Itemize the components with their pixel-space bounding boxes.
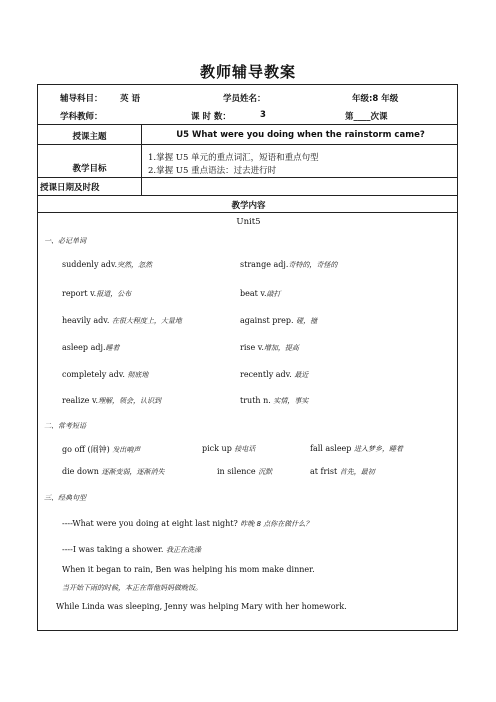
- hours-value: 3: [260, 110, 266, 120]
- sentence-cn: 当开始下雨的时候，本正在帮他妈妈做晚饭。: [62, 584, 202, 592]
- phrase-cn: 首先，最初: [339, 468, 375, 476]
- phrase-item: [310, 467, 375, 477]
- topic-value: U5 What were you doing when the rainstorm came?: [176, 130, 425, 140]
- vocab-row: [62, 260, 152, 270]
- sentence-en: ----What were you doing at eight last night?: [62, 519, 238, 528]
- sentence-en: ----I was taking a shower.: [62, 545, 164, 554]
- vocab-cn: 奇特的，奇怪的: [288, 261, 338, 269]
- phrase-cn: 逐渐变弱，逐渐消失: [101, 468, 165, 476]
- vocab-row: [240, 396, 308, 406]
- vocab-cn: 突然，忽然: [117, 261, 153, 269]
- vocab-cn: 敲打: [266, 290, 281, 298]
- phrase-en: go off (闹钟): [62, 445, 110, 454]
- phrase-item: [202, 444, 255, 454]
- sentence-cn: 我正在洗澡: [166, 546, 201, 554]
- hours-label: 课 时 数：: [191, 112, 231, 122]
- teacher-label: 学科教师：: [60, 112, 103, 122]
- goal-item: 2.掌握 U5 重点语法：过去进行时: [148, 166, 277, 176]
- vocab-en: beat v.: [240, 289, 267, 298]
- content-label: 教学内容: [231, 201, 266, 211]
- phrase-cn: 发出响声: [112, 446, 141, 454]
- vocab-en: heavily adv.: [62, 316, 110, 325]
- phrase-item: [62, 444, 140, 455]
- vocab-cn: 睡着: [105, 344, 120, 352]
- sentence-cn: 昨晚 8 点你在做什么？: [240, 520, 313, 528]
- sentence-en: When it began to rain, Ben was helping his mom make dinner.: [62, 565, 315, 574]
- student-label: 学员姓名：: [223, 94, 266, 104]
- section-heading: 三、经典句型: [44, 494, 86, 502]
- phrase-item: [62, 467, 164, 477]
- vocab-en: report v.: [62, 289, 97, 298]
- vocab-en: realize v.: [62, 396, 99, 405]
- phrase-en: at frist: [310, 467, 338, 476]
- vocab-row: [240, 370, 308, 380]
- vocab-cn: 理解，领会，认识到: [98, 397, 162, 405]
- vocab-row: [62, 370, 148, 380]
- goal-item: 1.掌握 U5 单元的重点词汇，短语和重点句型: [148, 153, 319, 163]
- page-title: 教师辅导教案: [199, 63, 296, 81]
- phrase-item: [310, 444, 403, 454]
- vocab-row: [240, 289, 281, 299]
- sentence-en: While Linda was sleeping, Jenny was helping Mary with her homework.: [56, 602, 347, 611]
- vocab-row: [240, 316, 317, 326]
- topic-label: 授课主题: [72, 132, 107, 142]
- vocab-row: [62, 289, 131, 299]
- date-label: 授课日期及时段: [40, 183, 100, 193]
- vocab-row: [62, 316, 182, 326]
- vocab-cn: 在很大程度上，大量地: [111, 317, 182, 325]
- phrase-en: in silence: [217, 467, 256, 476]
- vocab-row: [62, 343, 119, 353]
- vocab-en: rise v.: [240, 343, 264, 352]
- vocab-cn: 报道，公布: [96, 290, 132, 298]
- vocab-cn: 最近: [294, 371, 309, 379]
- phrase-en: die down: [62, 467, 99, 476]
- section-heading: 二、常考短语: [44, 422, 86, 430]
- vocab-en: recently adv.: [240, 370, 292, 379]
- vocab-cn: 碰，撞: [296, 317, 318, 325]
- sentence: [62, 519, 312, 529]
- sentence: [62, 545, 201, 555]
- lesson-plan-table: [37, 84, 458, 631]
- phrase-cn: 接电话: [234, 445, 256, 453]
- subject-value: 英 语: [120, 94, 140, 104]
- vocab-en: strange adj.: [240, 260, 289, 269]
- grade-text: 年级:8 年级: [352, 94, 399, 104]
- subject-label: 辅导科目：: [60, 94, 103, 104]
- vocab-en: completely adv.: [62, 370, 125, 379]
- vocab-row: [62, 396, 161, 406]
- vocab-en: against prep.: [240, 316, 294, 325]
- vocab-en: asleep adj.: [62, 343, 106, 352]
- lesson-number: 第____次课: [345, 112, 388, 122]
- phrase-cn: 进入梦乡，睡着: [353, 445, 403, 453]
- vocab-en: truth n.: [240, 396, 271, 405]
- vocab-en: suddenly adv.: [62, 260, 118, 269]
- vocab-cn: 实情，事实: [273, 397, 309, 405]
- phrase-en: pick up: [202, 444, 232, 453]
- phrase-cn: 沉默: [258, 468, 273, 476]
- phrase-en: fall asleep: [310, 444, 352, 453]
- vocab-cn: 增加，提高: [263, 344, 299, 352]
- phrase-item: [217, 467, 272, 477]
- vocab-row: [240, 343, 299, 353]
- goals-label: 教学目标: [72, 164, 107, 174]
- unit-label: Unit5: [236, 217, 261, 227]
- section-heading: 一、必记单词: [44, 237, 86, 245]
- vocab-cn: 彻底地: [127, 371, 149, 379]
- vocab-row: [240, 260, 337, 270]
